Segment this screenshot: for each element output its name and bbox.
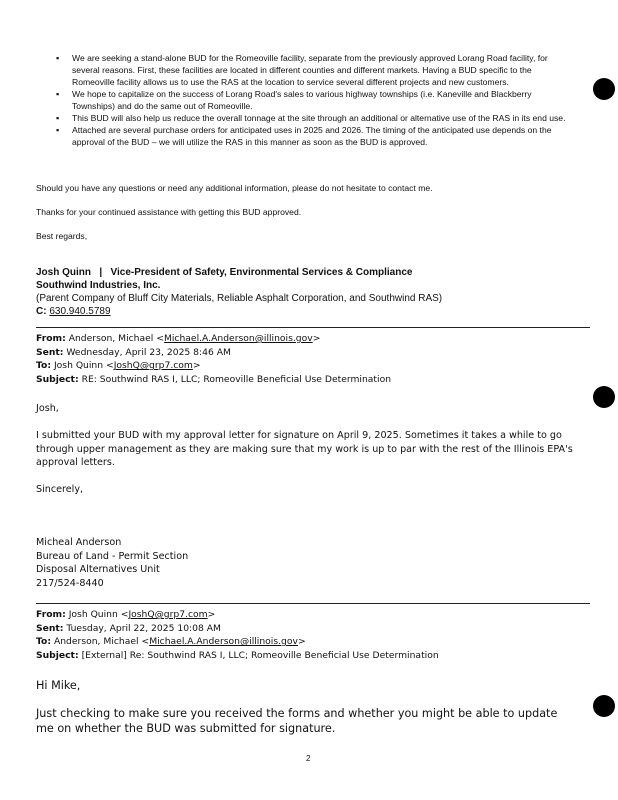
email-signature	[36, 536, 188, 590]
bullet-item: ▪ We are seeking a stand-alone BUD for the Romeoville facility, separate from the previously approved Lorang Road facility, for several reasons. First, these facilities are located in different counties and different markets. Having a BUD specific to the Romeoville facility allows us to use the RAS at the location to service several different projects and new customers.	[56, 52, 576, 88]
email-to-line: To: Anderson, Michael <Michael.A.Anderson@illinois.gov>	[36, 636, 306, 648]
email-from-line: From: Josh Quinn <JoshQ@grp7.com>	[36, 609, 216, 620]
signature-company: Southwind Industries, Inc.	[36, 280, 161, 291]
email-divider	[36, 327, 590, 328]
bullet-item: ▪ This BUD will also help us reduce the overall tonnage at the site through an additional or alternative use of the RAS in its end use.	[56, 112, 576, 124]
email-header	[36, 332, 596, 386]
email-body: I submitted your BUD with my approval letter for signature on April 9, 2025. Sometimes it takes a while to go through upper management as they are making sure that my work is up to par with the rest of the Illinois EPA's approval letters.	[36, 430, 573, 469]
email-subject-line: Subject: RE: Southwind RAS I, LLC; Romeoville Beneficial Use Determination	[36, 373, 392, 385]
signature-parent: (Parent Company of Bluff City Materials, Reliable Asphalt Corporation, and Southwind RAS)	[36, 293, 443, 304]
email-greeting: Josh,	[36, 403, 59, 414]
email-signature-name: Micheal Anderson	[36, 537, 122, 548]
bullet-list	[56, 52, 576, 148]
signature-phone-label: C:	[36, 306, 47, 317]
email-body: Just checking to make sure you received the forms and whether you might be able to update me on whether the BUD was submitted for signature.	[36, 707, 558, 735]
punch-hole-bottom	[593, 695, 615, 717]
email-subject-line: Subject: [External] Re: Southwind RAS I, LLC; Romeoville Beneficial Use Determination	[36, 649, 439, 661]
email-sent-line: Sent: Wednesday, April 23, 2025 8:46 AM	[36, 346, 231, 358]
email-to-line: To: Josh Quinn <JoshQ@grp7.com>	[36, 360, 201, 372]
email-from-line: From: Anderson, Michael <Michael.A.Anderson@illinois.gov>	[36, 333, 321, 344]
page-number: 2	[306, 754, 311, 763]
punch-hole-top	[593, 78, 615, 100]
bullet-item: ▪ Attached are several purchase orders for anticipated uses in 2025 and 2026. The timing of the anticipated use depends on the approval of the BUD – we will utilize the RAS in this manner as soon as the BUD is approved.	[56, 124, 576, 148]
signature-separator: |	[99, 267, 103, 278]
email-from-address[interactable]: JoshQ@grp7.com	[128, 609, 208, 620]
punch-hole-middle	[593, 386, 615, 408]
closing-thanks: Thanks for your continued assistance with getting this BUD approved.	[36, 207, 302, 217]
signature-title: Vice-President of Safety, Environmental Services & Compliance	[110, 267, 413, 278]
email-sent-line: Sent: Tuesday, April 22, 2025 10:08 AM	[36, 622, 221, 634]
email-header	[36, 608, 596, 662]
email-signature-bureau: Bureau of Land - Permit Section	[36, 550, 189, 562]
email-signature-unit: Disposal Alternatives Unit	[36, 564, 160, 576]
closing-questions: Should you have any questions or need any additional information, please do not hesitate to contact me.	[36, 183, 433, 193]
email-to-address[interactable]: Michael.A.Anderson@illinois.gov	[149, 636, 298, 648]
closing-regards: Best regards,	[36, 231, 88, 241]
email-greeting: Hi Mike,	[36, 679, 81, 692]
email-divider	[36, 603, 590, 604]
signature-name: Josh Quinn	[36, 267, 91, 278]
email-signoff: Sincerely,	[36, 484, 84, 495]
signature-phone-link[interactable]: 630.940.5789	[49, 306, 111, 317]
email-signature-phone: 217/524-8440	[36, 577, 104, 589]
signature-block	[36, 266, 596, 318]
bullet-item: ▪ We hope to capitalize on the success of Lorang Road's sales to various highway townships (i.e. Kaneville and Blackberry Townships) and do the same out of Romeoville.	[56, 88, 576, 112]
email-to-address[interactable]: JoshQ@grp7.com	[113, 360, 193, 372]
email-from-address[interactable]: Michael.A.Anderson@illinois.gov	[163, 333, 313, 344]
